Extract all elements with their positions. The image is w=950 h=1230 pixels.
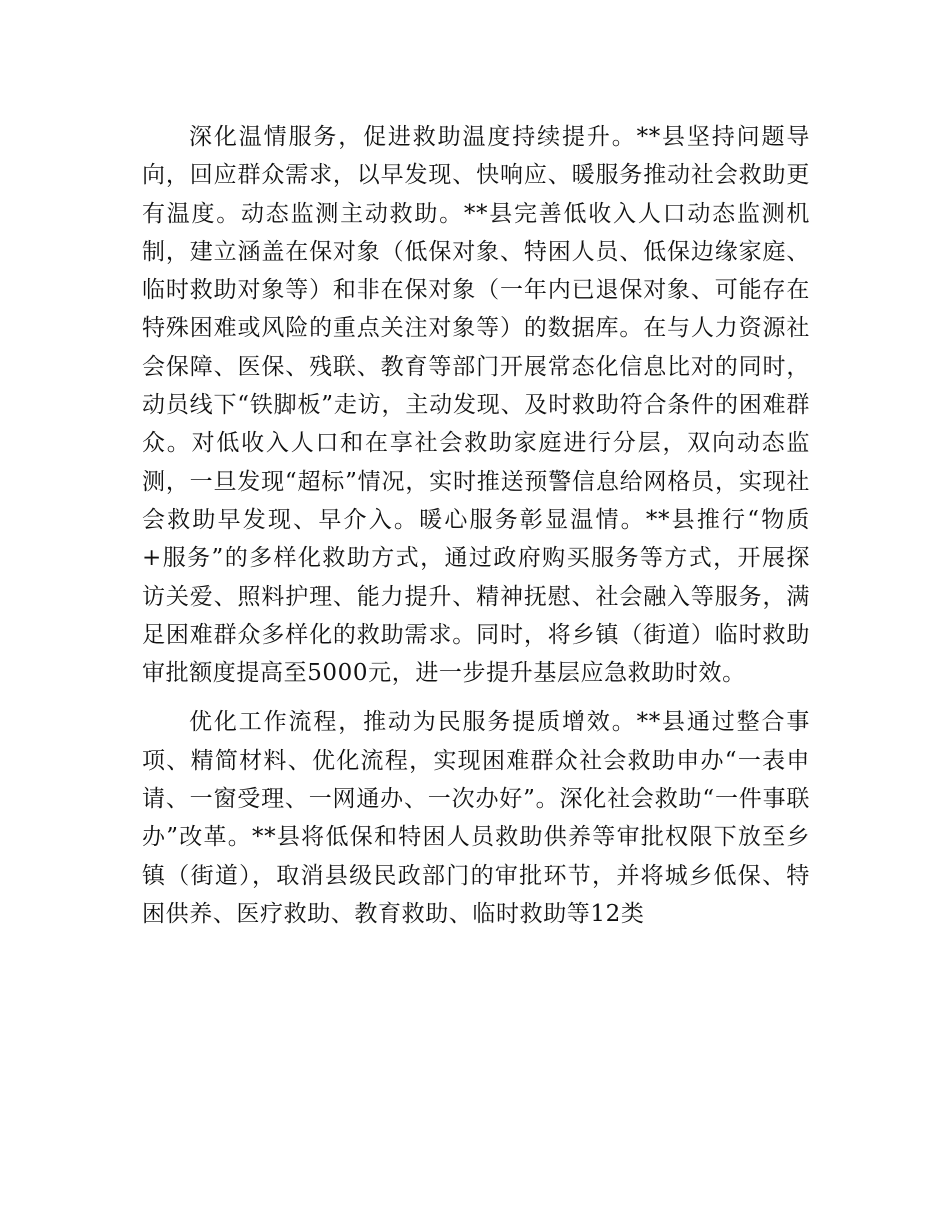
paragraph-warm-service: 深化温情服务，促进救助温度持续提升。**县坚持问题导向，回应群众需求，以早发现、快响应、暖服务推动社会救助更有温度。动态监测主动救助。**县完善低收入人口动态监测机制，建立涵盖在保对象（低保对象、特困人员、低保边缘家庭、临时救助对象等）和非在保对象（一年内已退保对象、可能存在特殊困难或风险的重点关注对象等）的数据库。在与人力资源社会保障、医保、残联、教育等部门开展常态化信息比对的同时，动员线下“铁脚板”走访，主动发现、及时救助符合条件的困难群众。对低收入人口和在享社会救助家庭进行分层，双向动态监测，一旦发现“超标”情况，实时推送预警信息给网格员，实现社会救助早发现、早介入。暖心服务彰显温情。**县推行“物质+服务”的多样化救助方式，通过政府购买服务等方式，开展探访关爱、照料护理、能力提升、精神抚慰、社会融入等服务，满足困难群众多样化的救助需求。同时，将乡镇（街道）临时救助审批额度提高至5000元，进一步提升基层应急救助时效。 — [142, 124, 810, 687]
paragraph-optimize-workflow: 优化工作流程，推动为民服务提质增效。**县通过整合事项、精简材料、优化流程，实现困难群众社会救助申办“一表申请、一窗受理、一网通办、一次办好”。深化社会救助“一件事联办”改革。**县将低保和特困人员救助供养等审批权限下放至乡镇（街道），取消县级民政部门的审批环节，并将城乡低保、特困供养、医疗救助、教育救助、临时救助等12类 — [142, 709, 810, 927]
document-body — [142, 118, 810, 933]
